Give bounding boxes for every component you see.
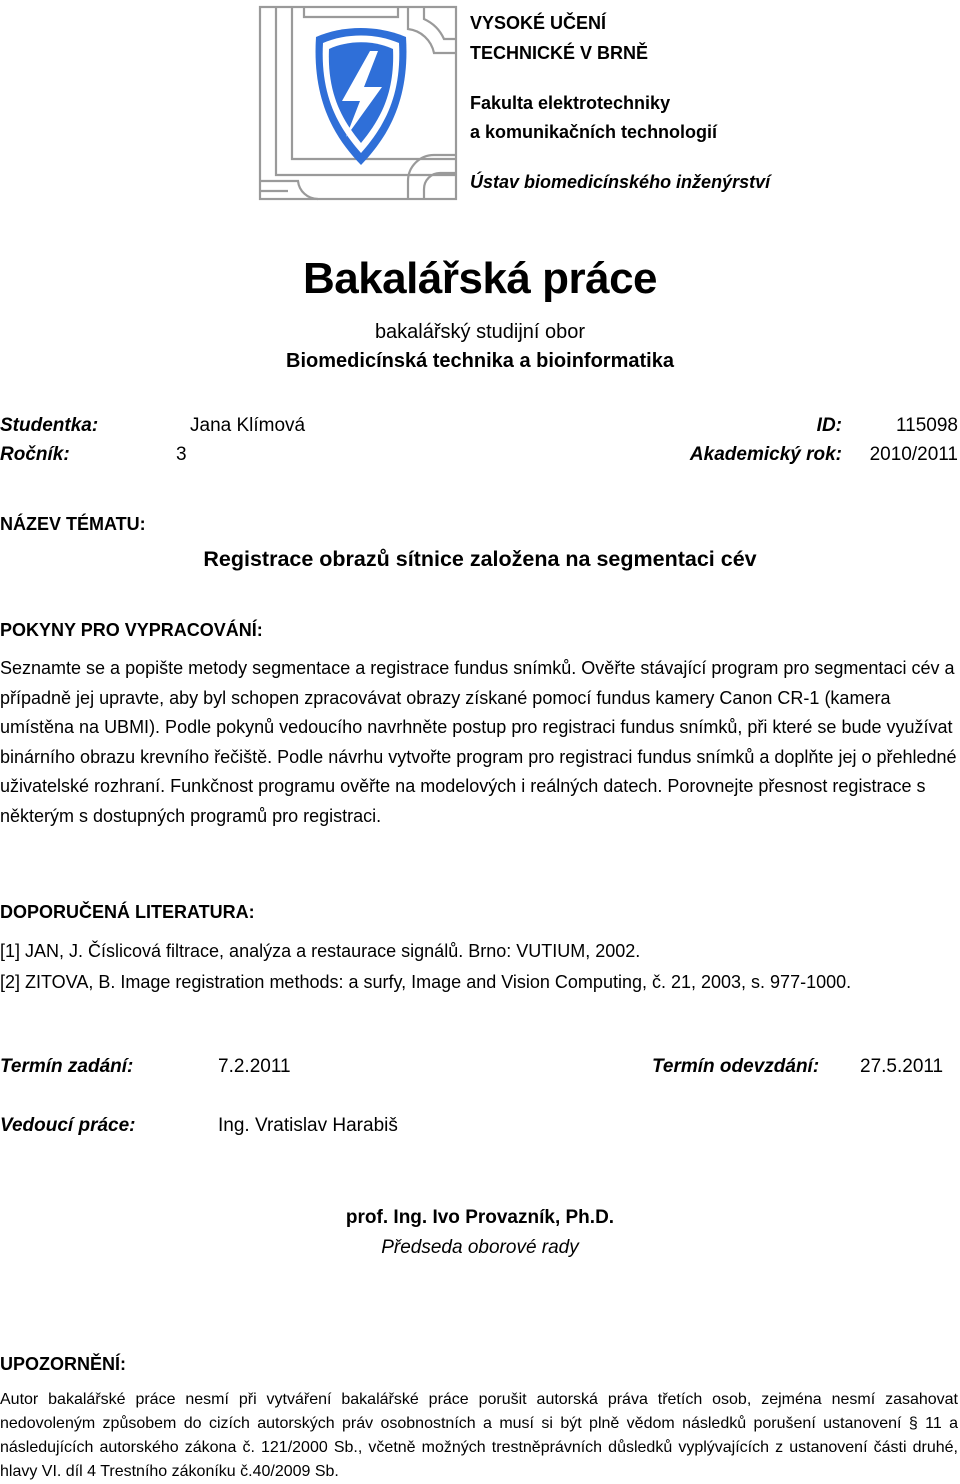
- student-name: Jana Klímová: [190, 415, 306, 436]
- instructions-heading: POKYNY PRO VYPRACOVÁNÍ:: [0, 620, 263, 640]
- chair-block: [0, 1203, 960, 1263]
- due-date-label: Termín odevzdání:: [652, 1056, 820, 1077]
- student-label: Studentka:: [0, 415, 99, 436]
- warning-text: Autor bakalářské práce nesmí při vytváření bakalářské práce porušit autorská práva třetích osob, zejména nesmí zasahovat nedovoleným způsobem do cizích autorských práv osobnostních a musí si být plně vědom následků porušení ustanovení § 11 a následujících autorského zákona č. 121/2000 Sb., včetně možných trestněprávních důsledků vyplývajících z ustanovení části druhé, hlavy VI. díl 4 Trestního zákoníku č.40/2009 Sb.: [0, 1391, 958, 1480]
- supervisor-name: Ing. Vratislav Harabiš: [218, 1115, 398, 1136]
- faculty-name: [470, 89, 717, 147]
- due-date: 27.5.2011: [860, 1056, 944, 1077]
- literature-item: [1] JAN, J. Číslicová filtrace, analýza a restaurace signálů. Brno: VUTIUM, 2002.: [0, 941, 641, 961]
- literature-item: [2] ZITOVA, B. Image registration methods: a surfy, Image and Vision Computing, č. 21, 2003, s. 977-1000.: [0, 971, 852, 992]
- instructions-text: Seznamte se a popište metody segmentace a registrace fundus snímků. Ověřte stávající program pro segmentaci cév a případně jej upravte, aby byl schopen zpracovávat obrazy získané pomocí fundus kamery Canon CR-1 (kamera umístěna na UBMI). Podle pokynů vedoucího navrhněte postup pro registraci fundus snímků, při které se bude využívat binárního obrazu krevního řečiště. Podle návrhu vytvořte program pro registraci fundus snímků a doplňte jej o přehledné uživatelské rozhraní. Funkčnost programu ověřte na modelových i reálných datech. Porovnejte přesnost registrace s některým s dostupných programů pro registraci.: [0, 658, 957, 826]
- academic-year: 2010/2011: [869, 444, 958, 465]
- chair-name: prof. Ing. Ivo Provazník, Ph.D.: [345, 1207, 615, 1228]
- year-label: Ročník:: [0, 444, 70, 465]
- topic-title: Registrace obrazů sítnice založena na segmentaci cév: [203, 547, 757, 571]
- university-logo: [258, 5, 458, 201]
- assigned-date: 7.2.2011: [218, 1056, 291, 1077]
- literature-heading: DOPORUČENÁ LITERATURA:: [0, 902, 255, 922]
- university-name: [470, 8, 648, 68]
- student-id: 115098: [896, 415, 958, 436]
- literature-list: [0, 936, 958, 997]
- institute-name: Ústav biomedicínského inženýrství: [470, 172, 771, 192]
- document-type-title: Bakalářská práce: [302, 254, 658, 303]
- university-line-2: TECHNICKÉ V BRNĚ: [470, 43, 649, 63]
- assigned-date-label: Termín zadání:: [0, 1056, 134, 1077]
- id-label: ID:: [816, 415, 842, 436]
- faculty-line-2: a komunikačních technologií: [470, 122, 718, 142]
- supervisor-label: Vedoucí práce:: [0, 1115, 136, 1136]
- program-line-2: Biomedicínská technika a bioinformatika: [286, 350, 674, 372]
- warning-heading: UPOZORNĚNÍ:: [0, 1354, 126, 1374]
- program-line-1: bakalářský studijní obor: [374, 321, 586, 343]
- university-line-1: VYSOKÉ UČENÍ: [470, 13, 607, 33]
- academic-year-label: Akademický rok:: [689, 444, 842, 465]
- student-year: 3: [176, 444, 187, 465]
- topic-heading: NÁZEV TÉMATU:: [0, 514, 146, 534]
- chair-role: Předseda oborové rady: [381, 1237, 579, 1258]
- faculty-line-1: Fakulta elektrotechniky: [470, 93, 671, 113]
- study-program: [0, 318, 960, 376]
